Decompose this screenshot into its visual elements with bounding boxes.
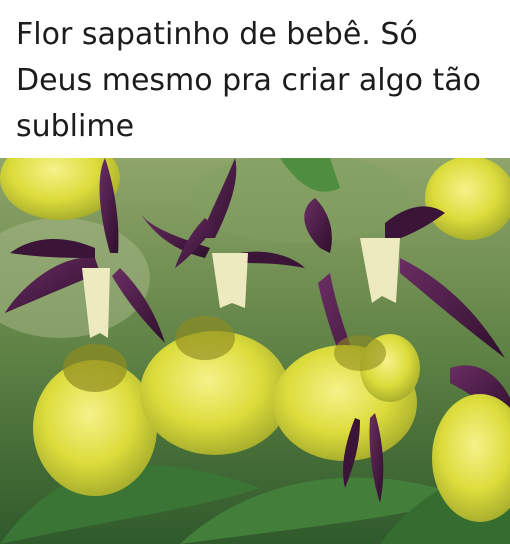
pouch-opening [334, 335, 386, 371]
orchid-photo [0, 158, 510, 544]
caption-text: Flor sapatinho de bebê. Só Deus mesmo pra criar algo tão sublime [16, 17, 482, 144]
pouch-opening [63, 344, 127, 392]
caption-block [0, 0, 510, 158]
pouch-opening [175, 316, 235, 360]
